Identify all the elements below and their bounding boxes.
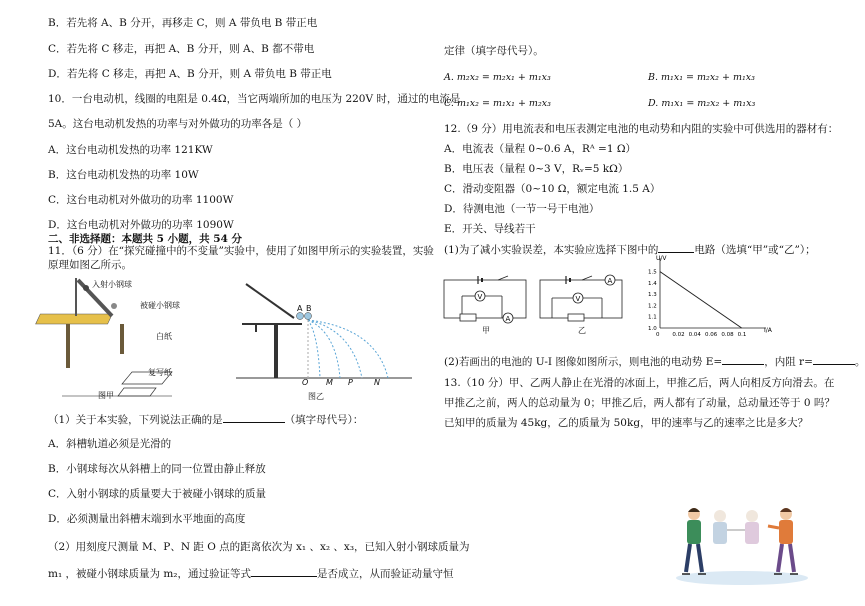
q12-sub2: (2)若画出的电池的 U-I 图像如图所示，则电池的电动势 E= ，内阻 r= 。 [444, 356, 865, 368]
x-tick-label: 0.08 [721, 332, 734, 338]
y-tick-label: 1.4 [648, 280, 657, 287]
q10-option-c: C．这台电动机对外做功的功率 1100W [48, 194, 234, 206]
svg-text:V: V [477, 293, 483, 301]
label-ball-a: A [297, 304, 303, 313]
q12-stem: 12.（9 分）用电流表和电压表测定电池的电动势和内阻的实验中可供选用的器材有： [444, 123, 839, 135]
label-incident-ball: 入射小钢球 [92, 280, 132, 289]
q10-option-a: A．这台电动机发热的功率 121KW [48, 144, 213, 156]
y-axis-label: U/V [656, 255, 667, 262]
label-point-n: N [374, 378, 380, 387]
q12-option-b: B．电压表（量程 0~3 V，Rᵥ=5 kΩ） [444, 163, 629, 175]
svg-text:V: V [575, 295, 581, 303]
u-i-chart [638, 256, 772, 340]
q11-stem-1: 11．（6 分）在“探究碰撞中的不变量”实验中，使用了如图甲所示的实验装置，实验 [48, 245, 434, 257]
series-line [660, 272, 742, 328]
x-tick-label: 0 [656, 332, 660, 338]
y-tick-label: 1.3 [648, 292, 657, 299]
label-ball-b: B [306, 304, 312, 313]
label-white-paper: 白纸 [156, 332, 172, 341]
q12-option-c: C．滑动变阻器（0~10 Ω，额定电流 1.5 A） [444, 183, 661, 195]
q11-option-b: B．小钢球每次从斜槽上的同一位置由静止释放 [48, 463, 266, 475]
law-line: 定律（填字母代号）。 [444, 45, 544, 57]
eq-option-b: B. m₁x₁ = m₂x₂ + m₁x₃ [648, 72, 755, 83]
circuit-jia-label: 甲 [482, 326, 490, 335]
eq-option-d: D. m₁x₁ = m₂x₂ + m₁x₃ [648, 98, 756, 109]
x-tick-label: 0.04 [688, 332, 701, 338]
label-point-o: O [302, 378, 309, 387]
q11-stem-2: 原理如图乙所示。 [48, 259, 132, 271]
q12-option-e: E．开关、导线若干 [444, 223, 536, 235]
label-carbon-paper: 复写纸 [148, 368, 172, 377]
x-tick-label: 0.02 [672, 332, 685, 338]
q11-option-d: D．必须测量出斜槽末端到水平地面的高度 [48, 513, 246, 525]
figure-yi-principle [236, 278, 416, 388]
label-point-m: M [326, 378, 333, 387]
answer-blank[interactable] [251, 566, 317, 577]
q10-option-b: B．这台电动机发热的功率 10W [48, 169, 199, 181]
x-axis-label: I/A [764, 327, 772, 334]
q9-option-b: B．若先将 A、B 分开，再移走 C，则 A 带负电 B 带正电 [48, 17, 318, 29]
q12-option-a: A．电流表（量程 0~0.6 A，Rᴬ =1 Ω） [444, 143, 637, 155]
skaters-illustration [674, 498, 810, 586]
eq-option-c: C. m₁x₂ = m₁x₁ + m₂x₃ [444, 98, 551, 109]
q11-option-a: A．斜槽轨道必须是光滑的 [48, 438, 172, 450]
q11-sub2-line2: m₁ ，被碰小钢球质量为 m₂，通过验证等式 是否成立，从而验证动量守恒 [48, 568, 454, 580]
circuit-yi [538, 276, 624, 324]
emf-answer-blank[interactable] [722, 354, 764, 365]
circuit-yi-label: 乙 [578, 326, 586, 335]
figure-yi-caption: 图乙 [308, 392, 324, 401]
q10-stem-1: 10．一台电动机，线圈的电阻是 0.4Ω，当它两端所加的电压为 220V 时，通过的电流是 [48, 93, 461, 105]
q11-option-c: C．入射小钢球的质量要大于被碰小钢球的质量 [48, 488, 267, 500]
q12-option-d: D．待测电池（一节一号干电池） [444, 203, 600, 215]
circuit-jia [442, 276, 528, 324]
y-tick-label: 1.2 [648, 303, 657, 310]
y-tick-label: 1.5 [648, 269, 657, 276]
answer-blank[interactable] [658, 242, 694, 253]
q9-option-d: D．若先将 C 移走，再把 A、B 分开，则 A 带负电 B 带正电 [48, 68, 332, 80]
q13-line-1: 13.（10 分）甲、乙两人静止在光滑的冰面上，甲推乙后，两人向相反方向滑去。在 [444, 377, 835, 389]
y-tick-label: 1.0 [648, 326, 657, 332]
eq-option-a: A. m₂x₂ = m₂x₁ + m₁x₃ [444, 72, 551, 83]
q9-option-c: C．若先将 C 移走，再把 A、B 分开，则 A、B 都不带电 [48, 43, 315, 55]
q13-line-3: 已知甲的质量为 45kg，乙的质量为 50kg，甲的速率与乙的速率之比是多大？ [444, 417, 809, 429]
label-point-p: P [348, 378, 353, 387]
q12-sub1: (1)为了减小实验误差，本实验应选择下图中的 电路（选填“甲”或“乙”）； [444, 244, 816, 256]
q13-line-2: 甲推乙之前，两人的总动量为 0；甲推乙后，两人都有了动量，总动量还等于 0 吗？ [444, 397, 835, 409]
figure-jia-caption: 图甲 [98, 391, 114, 400]
svg-text:A: A [505, 315, 511, 323]
q11-sub1: （1）关于本实验，下列说法正确的是 （填字母代号）： [48, 414, 364, 426]
label-target-ball: 被碰小钢球 [140, 301, 180, 310]
q10-stem-2: 5A。这台电动机发热的功率与对外做功的功率各是（ ） [48, 118, 308, 130]
x-tick-label: 0.1 [737, 332, 747, 338]
section-2-heading: 二、非选择题：本题共 5 小题，共 54 分 [48, 233, 243, 245]
x-tick-label: 0.06 [705, 332, 718, 338]
internal-resistance-answer-blank[interactable] [813, 354, 855, 365]
svg-text:A: A [607, 277, 613, 285]
y-tick-label: 1.1 [648, 314, 657, 321]
answer-blank[interactable] [223, 412, 285, 423]
q10-option-d: D．这台电动机对外做功的功率 1090W [48, 219, 234, 231]
q11-sub2-line1: （2）用刻度尺测量 M、P、N 距 O 点的距离依次为 x₁ 、x₂ 、x₃，已知入射小钢球质量为 [48, 541, 470, 553]
